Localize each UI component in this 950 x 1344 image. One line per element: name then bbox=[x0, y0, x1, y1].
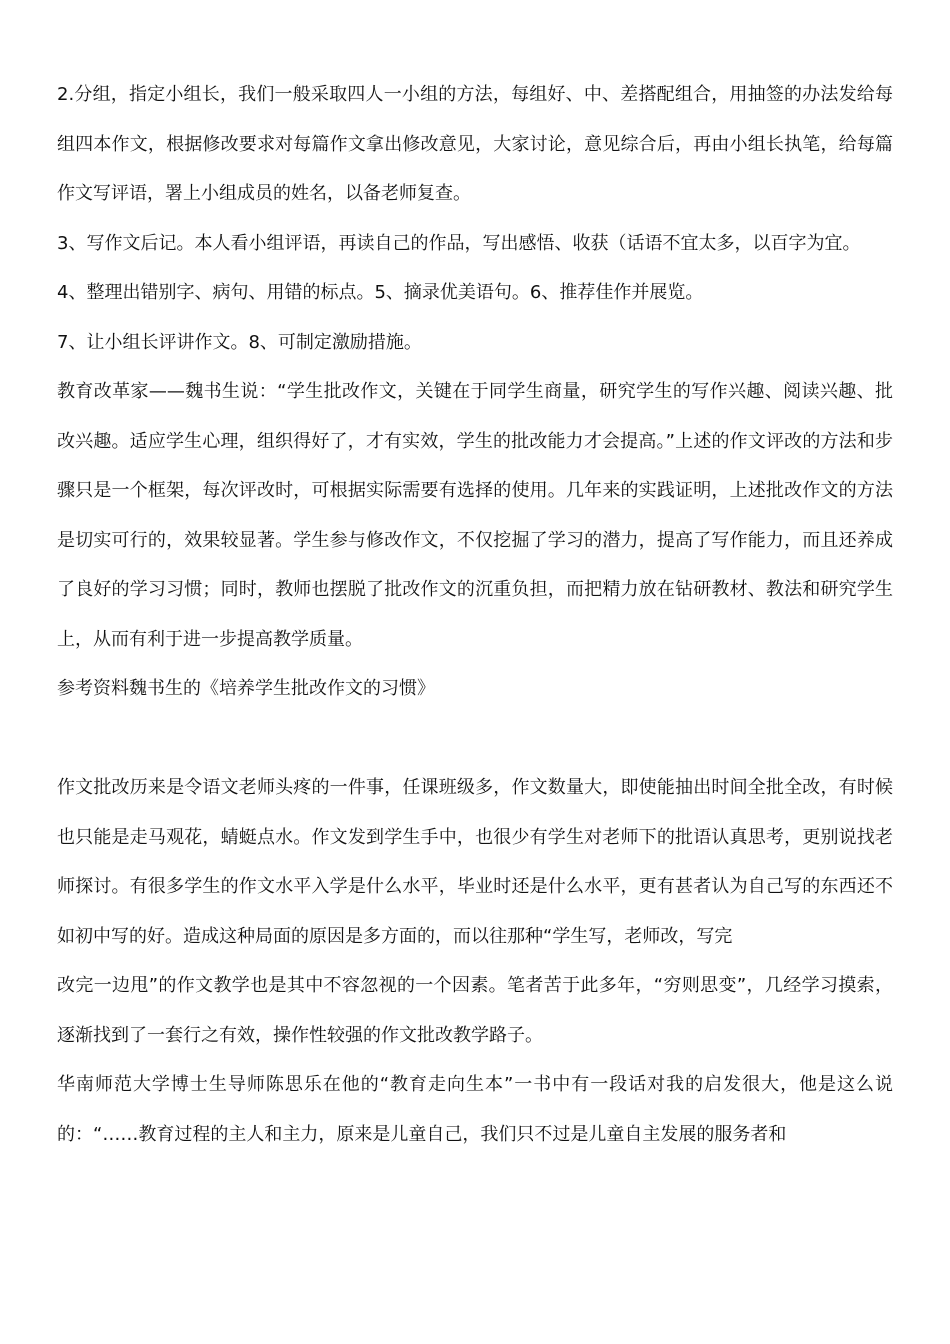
paragraph-wei-shusheng-quote: 教育改革家——魏书生说：“学生批改作文，关键在于同学生商量，研究学生的写作兴趣、阅读兴趣、批改兴趣。适应学生心理，组织得好了，才有实效，学生的批改能力才会提高。”上述的作文评改的方法和步骤只是一个框架，每次评改时，可根据实际需要有选择的使用。几年来的实践证明，上述批改作文的方法是切实可行的，效果较显著。学生参与修改作文，不仅挖掘了学习的潜力，提高了写作能力，而且还养成了良好的学习习惯；同时，教师也摆脱了批改作文的沉重负担，而把精力放在钻研教材、教法和研究学生上，从而有利于进一步提高教学质量。 bbox=[57, 381, 893, 650]
paragraph-steps-4-6: 4、整理出错别字、病句、用错的标点。5、摘录优美语句。6、推荐佳作并展览。 bbox=[57, 282, 704, 303]
paragraph-steps-7-8: 7、让小组长评讲作文。8、可制定激励措施。 bbox=[57, 331, 422, 353]
paragraph-spacer bbox=[57, 714, 893, 764]
document-body bbox=[57, 70, 893, 1159]
paragraph-essay-grading-cont: 改完一边甩”的作文教学也是其中不容忽视的一个因素。笔者苦于此多年，“穷则思变”，几经学习摸索，逐渐找到了一套行之有效，操作性较强的作文批改教学路子。 bbox=[57, 975, 893, 1046]
paragraph-grouping-step: 2.分组，指定小组长，我们一般采取四人一小组的方法，每组好、中、差搭配组合，用抽签的办法发给每组四本作文，根据修改要求对每篇作文拿出修改意见，大家讨论，意见综合后，再由小组长执笔，给每篇作文写评语，署上小组成员的姓名，以备老师复查。 bbox=[57, 84, 893, 204]
paragraph-reference: 参考资料魏书生的《培养学生批改作文的习惯》 bbox=[57, 678, 435, 699]
paragraph-afterword-step: 3、写作文后记。本人看小组评语，再读自己的作品，写出感悟、收获（话语不宜太多，以百字为宜。 bbox=[57, 232, 861, 254]
paragraph-chen-sile-quote: 华南师范大学博士生导师陈思乐在他的“教育走向生本”一书中有一段话对我的启发很大，他是这么说的：“……教育过程的主人和主力，原来是儿童自己，我们只不过是儿童自主发展的服务者和 bbox=[57, 1074, 893, 1145]
paragraph-essay-grading-intro: 作文批改历来是令语文老师头疼的一件事，任课班级多，作文数量大，即使能抽出时间全批全改，有时候也只能是走马观花，蜻蜓点水。作文发到学生手中，也很少有学生对老师下的批语认真思考，更别说找老师探讨。有很多学生的作文水平入学是什么水平，毕业时还是什么水平，更有甚者认为自己写的东西还不如初中写的好。造成这种局面的原因是多方面的，而以往那种“学生写，老师改，写完 bbox=[57, 777, 893, 947]
